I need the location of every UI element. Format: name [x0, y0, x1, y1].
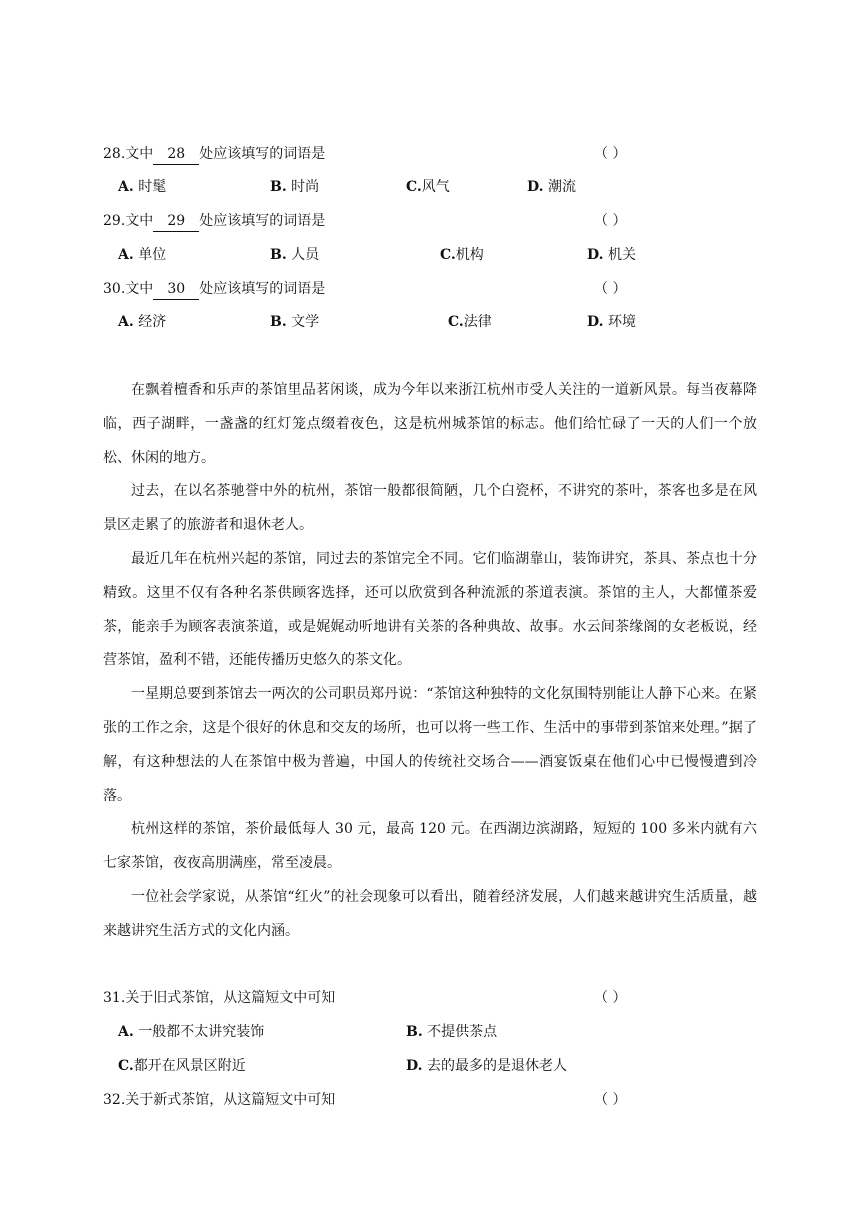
option-a: A. 一般都不太讲究装饰	[118, 1024, 265, 1040]
option-a: A. 单位	[118, 247, 167, 263]
question-31-stem: 31.关于旧式茶馆，从这篇短文中可知	[103, 990, 336, 1006]
answer-parentheses: （ ）	[594, 990, 627, 1006]
passage-paragraph: 最近几年在杭州兴起的茶馆，同过去的茶馆完全不同。它们临湖靠山，装饰讲究，茶具、茶点也十分精致。这里不仅有各种名茶供顾客选择，还可以欣赏到各种流派的茶道表演。茶馆的主人，大都懂茶爱茶，能亲手为顾客表演茶道，或是娓娓动听地讲有关茶的各种典故、故事。水云间茶缘阁的女老板说，经营茶馆，盈利不错，还能传播历史悠久的茶文化。	[103, 550, 757, 669]
option-d: D. 去的最多的是退休老人	[406, 1058, 567, 1074]
question-prefix: 28.文中	[103, 146, 154, 162]
reading-passage	[103, 374, 757, 949]
option-c: C.风气	[406, 179, 450, 195]
option-b: B. 时尚	[270, 179, 320, 195]
answer-blank: 30	[153, 279, 199, 300]
question-suffix: 处应该填写的词语是	[199, 146, 326, 162]
answer-parentheses: （ ）	[594, 1092, 627, 1108]
option-b: B. 文学	[270, 314, 320, 330]
passage-paragraph: 在飘着檀香和乐声的茶馆里品茗闲谈，成为今年以来浙江杭州市受人关注的一道新风景。每当夜幕降临，西子湖畔，一盏盏的红灯笼点缀着夜色，这是杭州城茶馆的标志。他们给忙碌了一天的人们一个放松、休闲的地方。	[103, 382, 757, 466]
option-c: C.机构	[440, 247, 484, 263]
option-b: B. 人员	[270, 247, 320, 263]
question-suffix: 处应该填写的词语是	[199, 213, 326, 229]
option-d: D. 环境	[587, 314, 636, 330]
answer-parentheses: （ ）	[594, 281, 627, 297]
passage-paragraph: 杭州这样的茶馆，茶价最低每人 30 元，最高 120 元。在西湖边滨湖路，短短的 100 多米内就有六七家茶馆，夜夜高朋满座，常至凌晨。	[103, 821, 757, 872]
passage-paragraph: 过去，在以名茶驰誉中外的杭州，茶馆一般都很简陋，几个白瓷杯，不讲究的茶叶，茶客也多是在风景区走累了的旅游者和退休老人。	[103, 483, 757, 534]
question-28-stem	[103, 144, 325, 165]
option-a: A. 时髦	[118, 179, 167, 195]
passage-paragraph: 一星期总要到茶馆去一两次的公司职员郑丹说：“茶馆这种独特的文化氛围特别能让人静下心来。在紧张的工作之余，这是个很好的休息和交友的场所，也可以将一些工作、生活中的事带到茶馆来处理。”据了解，有这种想法的人在茶馆中极为普遍，中国人的传统社交场合——酒宴饭桌在他们心中已慢慢遭到冷落。	[103, 686, 757, 804]
option-c: C.法律	[448, 314, 492, 330]
option-a: A. 经济	[118, 314, 167, 330]
question-suffix: 处应该填写的词语是	[199, 281, 326, 297]
question-prefix: 30.文中	[103, 281, 154, 297]
question-29-stem	[103, 211, 325, 232]
question-prefix: 29.文中	[103, 213, 154, 229]
question-32-stem: 32.关于新式茶馆，从这篇短文中可知	[103, 1092, 336, 1108]
answer-parentheses: （ ）	[594, 213, 627, 229]
question-30-stem	[103, 279, 325, 300]
option-b: B. 不提供茶点	[406, 1024, 498, 1040]
answer-parentheses: （ ）	[594, 146, 627, 162]
option-d: D. 机关	[587, 247, 636, 263]
answer-blank: 28	[153, 144, 199, 165]
answer-blank: 29	[153, 211, 199, 232]
option-d: D. 潮流	[527, 179, 576, 195]
passage-paragraph: 一位社会学家说，从茶馆“红火”的社会现象可以看出，随着经济发展，人们越来越讲究生活质量，越来越讲究生活方式的文化内涵。	[103, 888, 757, 939]
option-c: C.都开在风景区附近	[118, 1058, 246, 1074]
